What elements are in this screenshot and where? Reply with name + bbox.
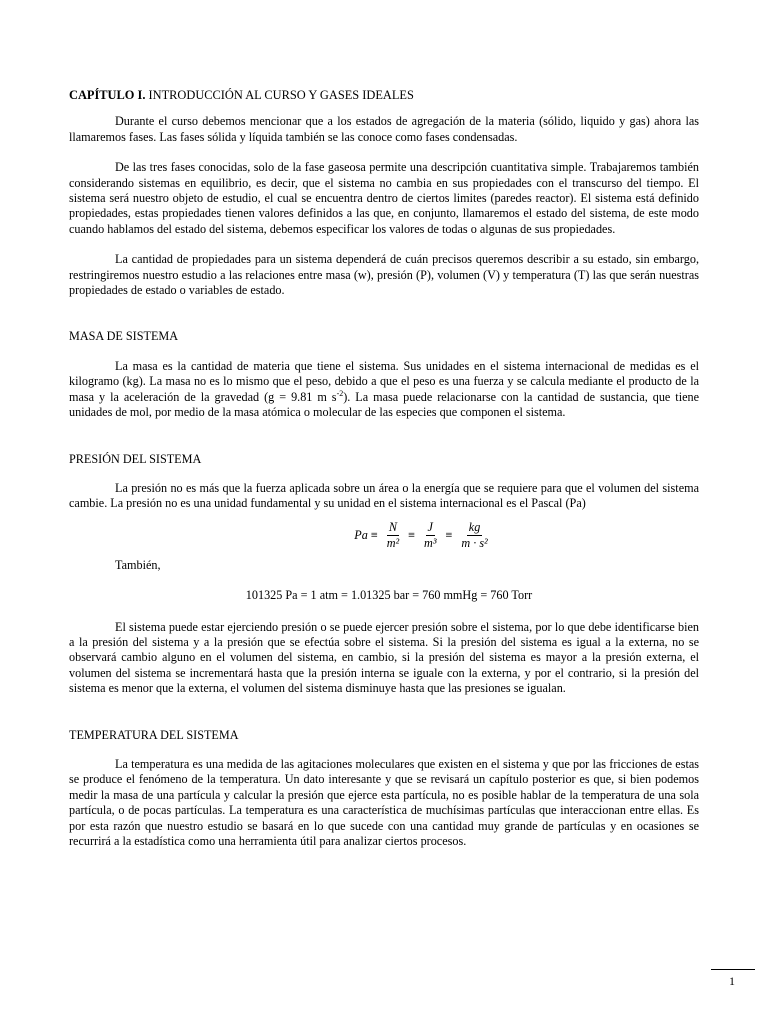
fraction-1-denominator: m² [386, 536, 400, 551]
formula-equiv-1: ≡ [370, 528, 378, 543]
fraction-2-denominator: m³ [424, 536, 437, 551]
masa-text-a: La masa es la cantidad de materia que tiene el sistema. Sus unidades en el sistema internacional de medidas es el kilogramo (kg). La masa no es lo mismo que el peso, debido a que el peso es una fuerza y se calcula mediante el producto de la masa y la aceleración de la gravedad (g = 9.81 m s [69, 358, 699, 404]
footer-divider [711, 969, 755, 970]
pressure-conversion: 101325 Pa = 1 atm = 1.01325 bar = 760 mmHg = 760 Torr [245, 588, 533, 603]
intro-paragraph-1: Durante el curso debemos mencionar que a los estados de agregación de la materia (sólido, liquido y gas) ahora las llamaremos fases. Las fases sólida y líquida también se las conoce como fases condensadas. [69, 114, 699, 144]
masa-sup: -2 [336, 388, 344, 398]
fraction-3-numerator: kg [467, 520, 483, 536]
masa-heading: MASA DE SISTEMA [69, 329, 179, 344]
temperatura-paragraph: La temperatura es una medida de las agitaciones moleculares que existen en el sistema y que por las fricciones de estas se produce el fenómeno de la temperatura. Un dato interesante y que se revisará un capítulo posterior es que, si bien podemos medir la masa de una partícula y calcular la presión que ejerce esta partícula, no es posible hablar de la temperatura de una sola partícula, o de pocas partículas. La temperatura es una característica de muchísimas partículas que interaccionan entre ellas. Es por esta razón que nuestro estudio se basará en lo que sucede con una cantidad muy grande de partículas y en ocasiones se recurrirá a la estadística como una herramienta útil para analizar ciertos procesos. [69, 756, 699, 848]
presion-paragraph-2: El sistema puede estar ejerciendo presión o se puede ejercer presión sobre el sistema, por lo que debe identificarse bien a la presión del sistema y a la presión que se efectúa sobre el sistema. Si la presión del sistema es igual a la externa, no se observará cambio alguno en el volumen del sistema, en cambio, si la presión del sistema es mayor a la presión externa, el volumen del sistema se incrementará hasta que la presión interna se iguale con la externa, y por el contrario, si la presión del sistema es menor que la externa, el volumen del sistema disminuye hasta que las presiones se igualan. [69, 619, 699, 696]
formula-fraction-2 [422, 520, 438, 552]
chapter-label: CAPÍTULO I. [69, 88, 146, 102]
pascal-formula [69, 516, 699, 556]
page-number: 1 [729, 974, 735, 988]
formula-equiv-3: ≡ [445, 528, 453, 543]
presion-paragraph-1: La presión no es más que la fuerza aplicada sobre un área o la energía que se requiere para que el volumen del sistema cambie. La presión no es una unidad fundamental y su unidad en el sistema internacional es el Pascal (Pa) [69, 480, 699, 511]
intro-paragraph-3: La cantidad de propiedades para un sistema dependerá de cuán precisos queremos describir a su estado, sin embargo, restringiremos nuestro estudio a las relaciones entre masa (w), presión (P), volumen (V) y temperatura (T) las que serán nuestras propiedades de estado o variables de estado. [69, 252, 699, 298]
masa-paragraph [69, 359, 699, 421]
presion-heading: PRESIÓN DEL SISTEMA [69, 451, 202, 466]
document-page [69, 88, 699, 864]
chapter-title [69, 88, 699, 103]
fraction-3-denominator: m · s² [461, 536, 488, 551]
masa-text-b: ). La masa puede relacionarse con la cantidad de sustancia, que tiene unidades de mol, por medio de la masa atómica o molecular de las especies que componen el sistema. [69, 389, 699, 420]
fraction-2-numerator: J [426, 520, 435, 536]
formula-fraction-1 [385, 520, 401, 552]
intro-paragraph-2: De las tres fases conocidas, solo de la fase gaseosa permite una descripción cuantitativa simple. Trabajaremos también considerando sistemas en equilibrio, es decir, que el sistema no cambia en sus propiedades con el transcurso del tiempo. El sistema será nuestro objeto de estudio, el cual se encuentra dentro de ciertos limites (paredes reactor). El sistema está definido propiedades, estas propiedades tienen valores definidos a las que, en conjunto, llamaremos el estado del sistema, de este modo cuando hablamos del estado del sistema, debemos especificar los valores de todas o algunas de sus propiedades. [69, 160, 699, 236]
temperatura-heading: TEMPERATURA DEL SISTEMA [69, 727, 239, 742]
formula-fraction-3 [459, 520, 489, 552]
fraction-1-numerator: N [387, 520, 399, 536]
formula-equiv-2: ≡ [408, 528, 416, 543]
chapter-title-text: INTRODUCCIÓN AL CURSO Y GASES IDEALES [145, 88, 414, 102]
formula-lhs: Pa [354, 528, 368, 543]
tambien-label: También, [115, 557, 161, 572]
